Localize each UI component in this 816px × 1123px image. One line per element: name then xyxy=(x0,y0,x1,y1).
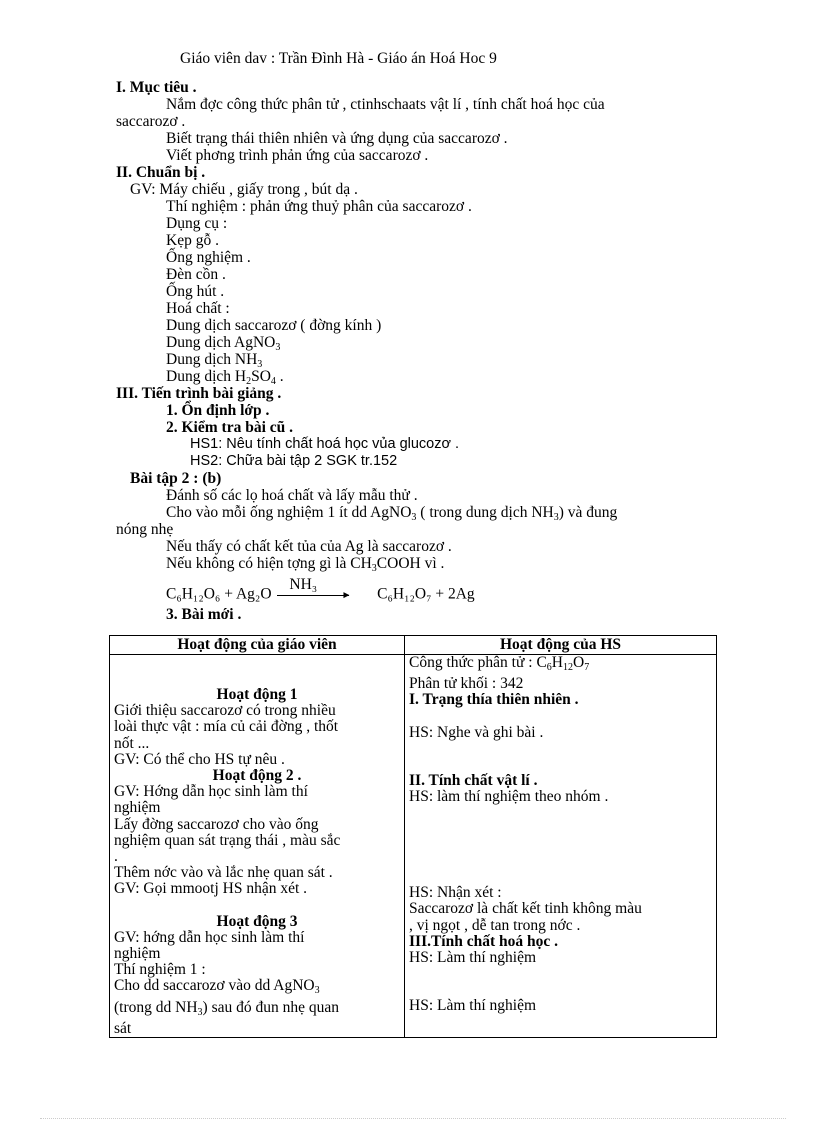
reaction-equation xyxy=(166,576,475,605)
objective-line-1: Nắm đợc công thức phân tử , ctinhschaats vật lí , tính chất hoá học của xyxy=(166,96,605,113)
exercise-line-5: Nếu không có hiện tợng gì là $CH_3COOH$ vì . xyxy=(166,555,445,574)
activity-table xyxy=(109,635,717,1038)
activity-3-title: Hoạt động 3 xyxy=(216,912,298,930)
activity-1-title: Hoạt động 1 xyxy=(216,686,298,703)
table-header-teacher: Hoạt động của giáo viên xyxy=(110,636,405,655)
prep-h2so4: Dung dịch $H_2SO_4$ . xyxy=(166,368,284,387)
arrow-label: NH₃ xyxy=(289,576,318,593)
prep-item: Hoá chất : xyxy=(166,300,230,317)
arrow-head-icon: ► xyxy=(341,590,352,601)
prep-gv: GV: Máy chiếu , giấy trong , bút dạ . xyxy=(130,181,358,198)
section-1-title: I. Mục tiêu . xyxy=(116,79,197,96)
hs1-question: HS1: Nêu tính chất hoá học vủa glucozơ . xyxy=(190,436,460,452)
table-header-student: Hoạt động của HS xyxy=(405,636,717,655)
footer-divider xyxy=(40,1118,786,1119)
step-2: 2. Kiểm tra bài cũ . xyxy=(166,419,293,436)
prep-item: Đèn cồn . xyxy=(166,266,226,283)
prep-item: Dung dịch saccarozơ ( đờng kính ) xyxy=(166,317,382,334)
molecular-formula: Công thức phân tử : $C_6H_{12}O_7$ xyxy=(409,654,590,673)
reaction-arrow xyxy=(275,576,352,605)
prep-item: Thí nghiệm : phản ứng thuỷ phân của saccarozơ . xyxy=(166,198,472,215)
section-2-title: II. Chuẩn bị . xyxy=(116,164,206,181)
section-natural-state: I. Trạng thía thiên nhiên . xyxy=(409,691,579,709)
exercise-line-1: Đánh số các lọ hoá chất và lấy mẫu thử . xyxy=(166,487,418,504)
step-1: 1. Ổn định lớp . xyxy=(166,402,270,419)
student-column: Công thức phân tử : $C_6H_{12}O_7$ Phân tử khối : 342 I. Trạng thía thiên nhiên . HS: Nghe và ghi bài . II. Tính chất vật lí . HS: làm thí nghiệm theo nhóm . HS: Nhận xét : Saccarozơ là chất kết tinh không màu , vị ngọt , dễ tan trong nớc . III.Tính chất hoá học . HS: Làm thí nghiệm HS: Làm thí nghiệm xyxy=(405,655,717,1038)
objective-line-3: Biết trạng thái thiên nhiên và ứng dụng của saccarozơ . xyxy=(166,130,508,147)
equation-left: C₆H₁₂O₆ + Ag₂O xyxy=(166,585,272,603)
exercise-line-4: Nếu thấy có chất kết tủa của Ag là saccarozơ . xyxy=(166,538,452,555)
exercise-line-3: nóng nhẹ xyxy=(116,521,174,538)
prep-nh3: Dung dịch $NH_3$ xyxy=(166,351,263,370)
exercise-line-2: Cho vào mỗi ống nghiệm 1 ít dd AgNO$_3$ ( trong dung dịch $NH_3$) và đung xyxy=(166,504,618,523)
section-physical-props: II. Tính chất vật lí . xyxy=(409,771,538,789)
objective-line-4: Viết phơng trình phản ứng của saccarozơ . xyxy=(166,147,429,164)
prep-item: Dụng cụ : xyxy=(166,215,228,232)
objective-line-2: saccarozơ . xyxy=(116,113,186,130)
exercise-title: Bài tập 2 : (b) xyxy=(130,470,222,487)
hs2-question: HS2: Chữa bài tập 2 SGK tr.152 xyxy=(190,453,398,469)
prep-item: Ống hút . xyxy=(166,283,225,300)
section-chemical-props: III.Tính chất hoá học . xyxy=(409,932,559,950)
prep-agno3: Dung dịch AgNO$_3$ xyxy=(166,334,281,353)
teacher-column: Hoạt động 1 Giới thiệu saccarozơ có trong nhiều loài thực vật : mía củ cải đờng , thốt nốt ... GV: Có thể cho HS tự nêu . Hoạt động 2 . GV: Hớng dẫn học sinh làm thí nghiệm Lấy đờng saccarozơ cho vào ống nghiệm quan sát trạng thái , màu sắc . Thêm nớc vào và lắc nhẹ quan sát . GV: Gọi mmootj HS nhận xét . Hoạt động 3 GV: hớng dẫn học sinh làm thí nghiệm Thí nghiệm 1 : Cho dd saccarozơ vào dd AgNO$_3$ (trong dd $NH_3$) sau đó đun nhẹ quan sát xyxy=(110,655,405,1038)
prep-item: Ống nghiệm . xyxy=(166,249,251,266)
step-3: 3. Bài mới . xyxy=(166,606,242,623)
prep-item: Kẹp gỗ . xyxy=(166,232,219,249)
activity-2-title: Hoạt động 2 . xyxy=(212,767,302,785)
section-3-title: III. Tiến trình bài giảng . xyxy=(116,385,282,402)
page-header: Giáo viên dav : Trần Đình Hà - Giáo án Hoá Hoc 9 xyxy=(180,50,497,67)
equation-right: C₆H₁₂O₇ + 2Ag xyxy=(377,585,475,603)
